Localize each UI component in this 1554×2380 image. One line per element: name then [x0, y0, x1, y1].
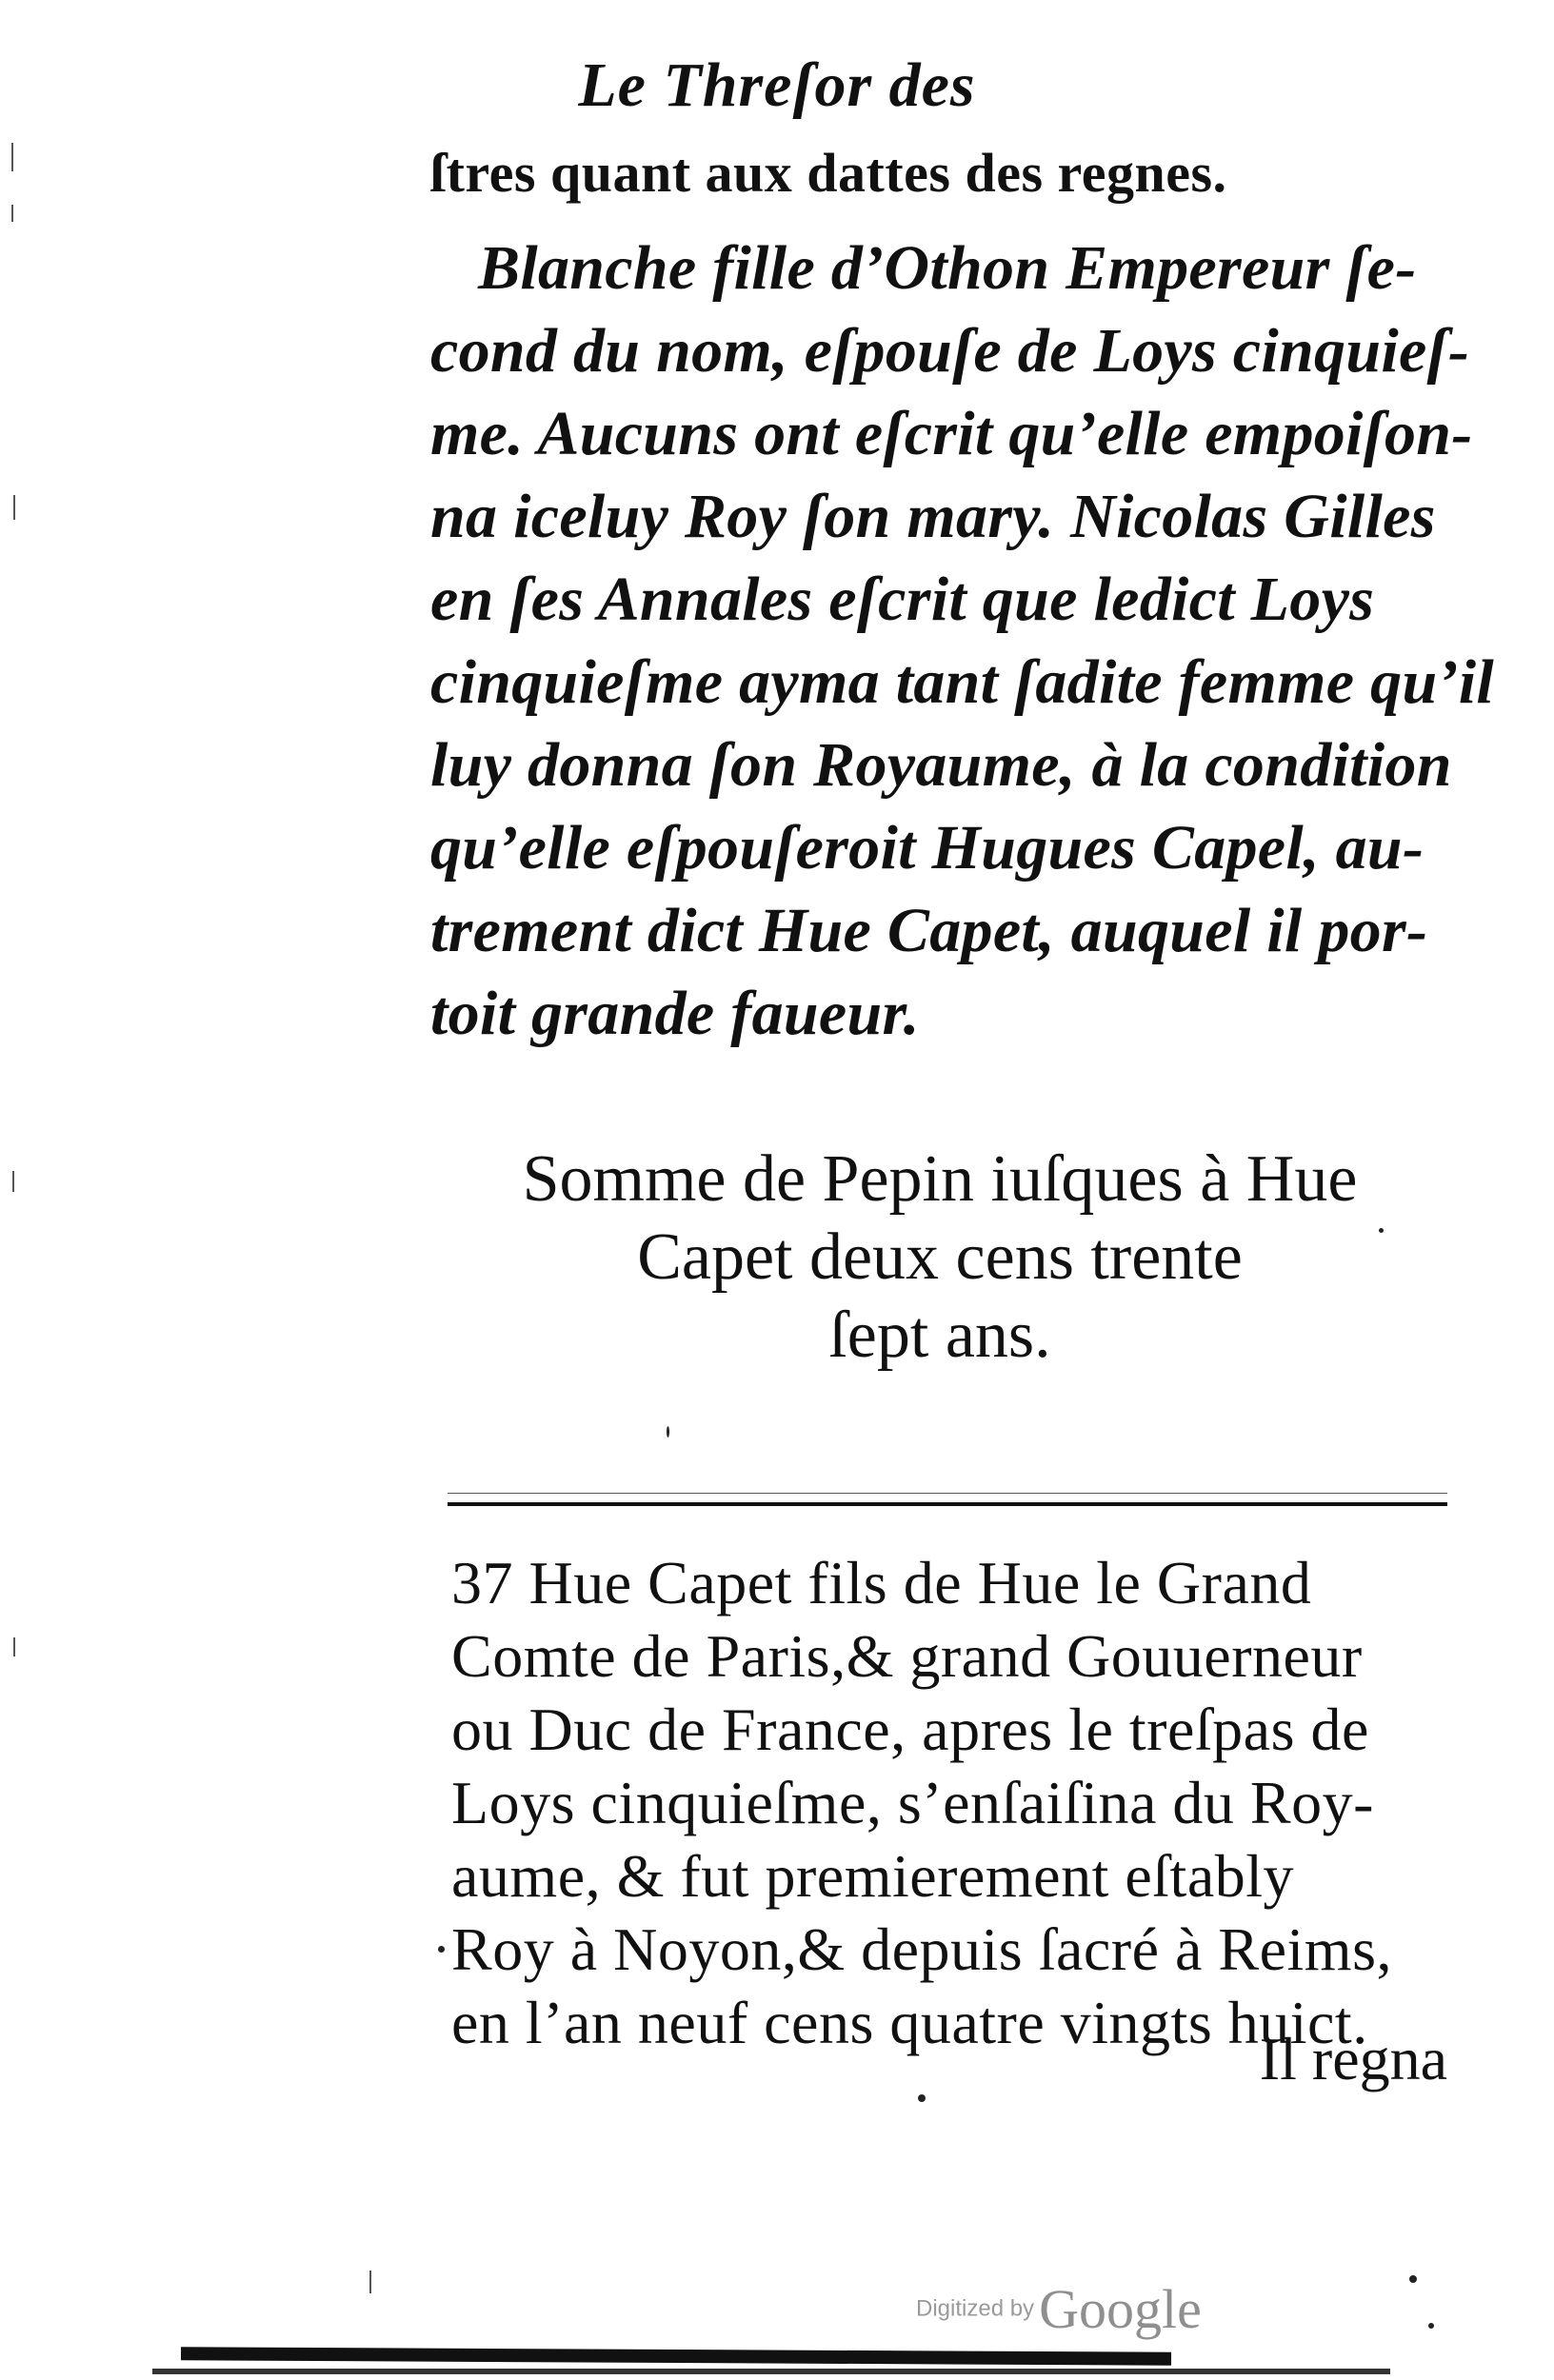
- margin-mark: [369, 2271, 371, 2293]
- italic-line: toit grande faueur.: [430, 979, 920, 1048]
- roman-line: aume, & fut premierement eſtably: [451, 1842, 1294, 1910]
- catchword: Il regna: [1259, 2025, 1447, 2092]
- italic-line: trement dict Hue Capet, auquel il por-: [430, 896, 1428, 965]
- ink-speck: [1428, 2323, 1434, 2329]
- roman-line: Roy à Noyon,& depuis ſacré à Reims,: [451, 1915, 1392, 1983]
- digitization-watermark: [916, 2277, 1202, 2341]
- roman-line: en l’an neuf cens quatre vingts huict.: [451, 1989, 1368, 2056]
- google-logo: Google: [1039, 2278, 1202, 2340]
- roman-line: 37 Hue Capet fils de Hue le Grand: [451, 1549, 1312, 1616]
- italic-line: cinquieſme ayma tant ſadite femme qu’il: [430, 647, 1495, 717]
- ink-speck: [1379, 1228, 1384, 1233]
- running-head: Le Threſor des: [578, 50, 976, 120]
- ink-speck: [1409, 2275, 1417, 2283]
- margin-mark: [12, 1171, 14, 1192]
- italic-line: en ſes Annales eſcrit que ledict Loys: [430, 565, 1375, 634]
- italic-line: luy donna ſon Royaume, à la condition: [430, 730, 1452, 800]
- italic-line: cond du nom, eſpouſe de Loys cinquieſ-: [430, 316, 1470, 386]
- margin-mark: [11, 205, 13, 222]
- roman-line: Loys cinquieſme, s’enſaiſina du Roy-: [451, 1769, 1374, 1836]
- ink-speck: [918, 2094, 926, 2102]
- ink-speck: [667, 1426, 669, 1438]
- scan-edge-bar: [181, 2347, 1171, 2365]
- roman-line: Comte de Paris,& grand Gouuerneur: [451, 1622, 1363, 1690]
- margin-mark: [13, 495, 15, 520]
- italic-line: na iceluy Roy ſon mary. Nicolas Gilles: [430, 482, 1436, 551]
- ink-speck: [438, 1946, 445, 1953]
- italic-line: Blanche fille d’Othon Empereur ſe-: [478, 233, 1417, 303]
- section-rule-thin: [448, 1493, 1447, 1494]
- summary-line: Capet deux cens trente: [637, 1220, 1243, 1294]
- italic-line: qu’elle eſpouſeroit Hugues Capel, au-: [430, 813, 1424, 883]
- watermark-prefix: Digitized by: [916, 2295, 1035, 2322]
- margin-mark: [11, 143, 13, 171]
- margin-mark: [13, 1637, 15, 1656]
- italic-line: me. Aucuns ont eſcrit qu’elle empoiſon-: [430, 399, 1473, 468]
- italic-paragraph: [430, 227, 1495, 1055]
- summary-line: ſept ans.: [828, 1299, 1051, 1372]
- continuation-line: ſtres quant aux dattes des regnes.: [430, 142, 1227, 204]
- summary-line: Somme de Pepin iuſques à Hue: [522, 1142, 1358, 1216]
- section-rule: [448, 1502, 1447, 1506]
- summary-heading: [430, 1140, 1449, 1375]
- scan-edge-bar-lower: [152, 2369, 1390, 2374]
- roman-line: ou Duc de France, apres le treſpas de: [451, 1696, 1369, 1763]
- roman-paragraph: [451, 1546, 1451, 2059]
